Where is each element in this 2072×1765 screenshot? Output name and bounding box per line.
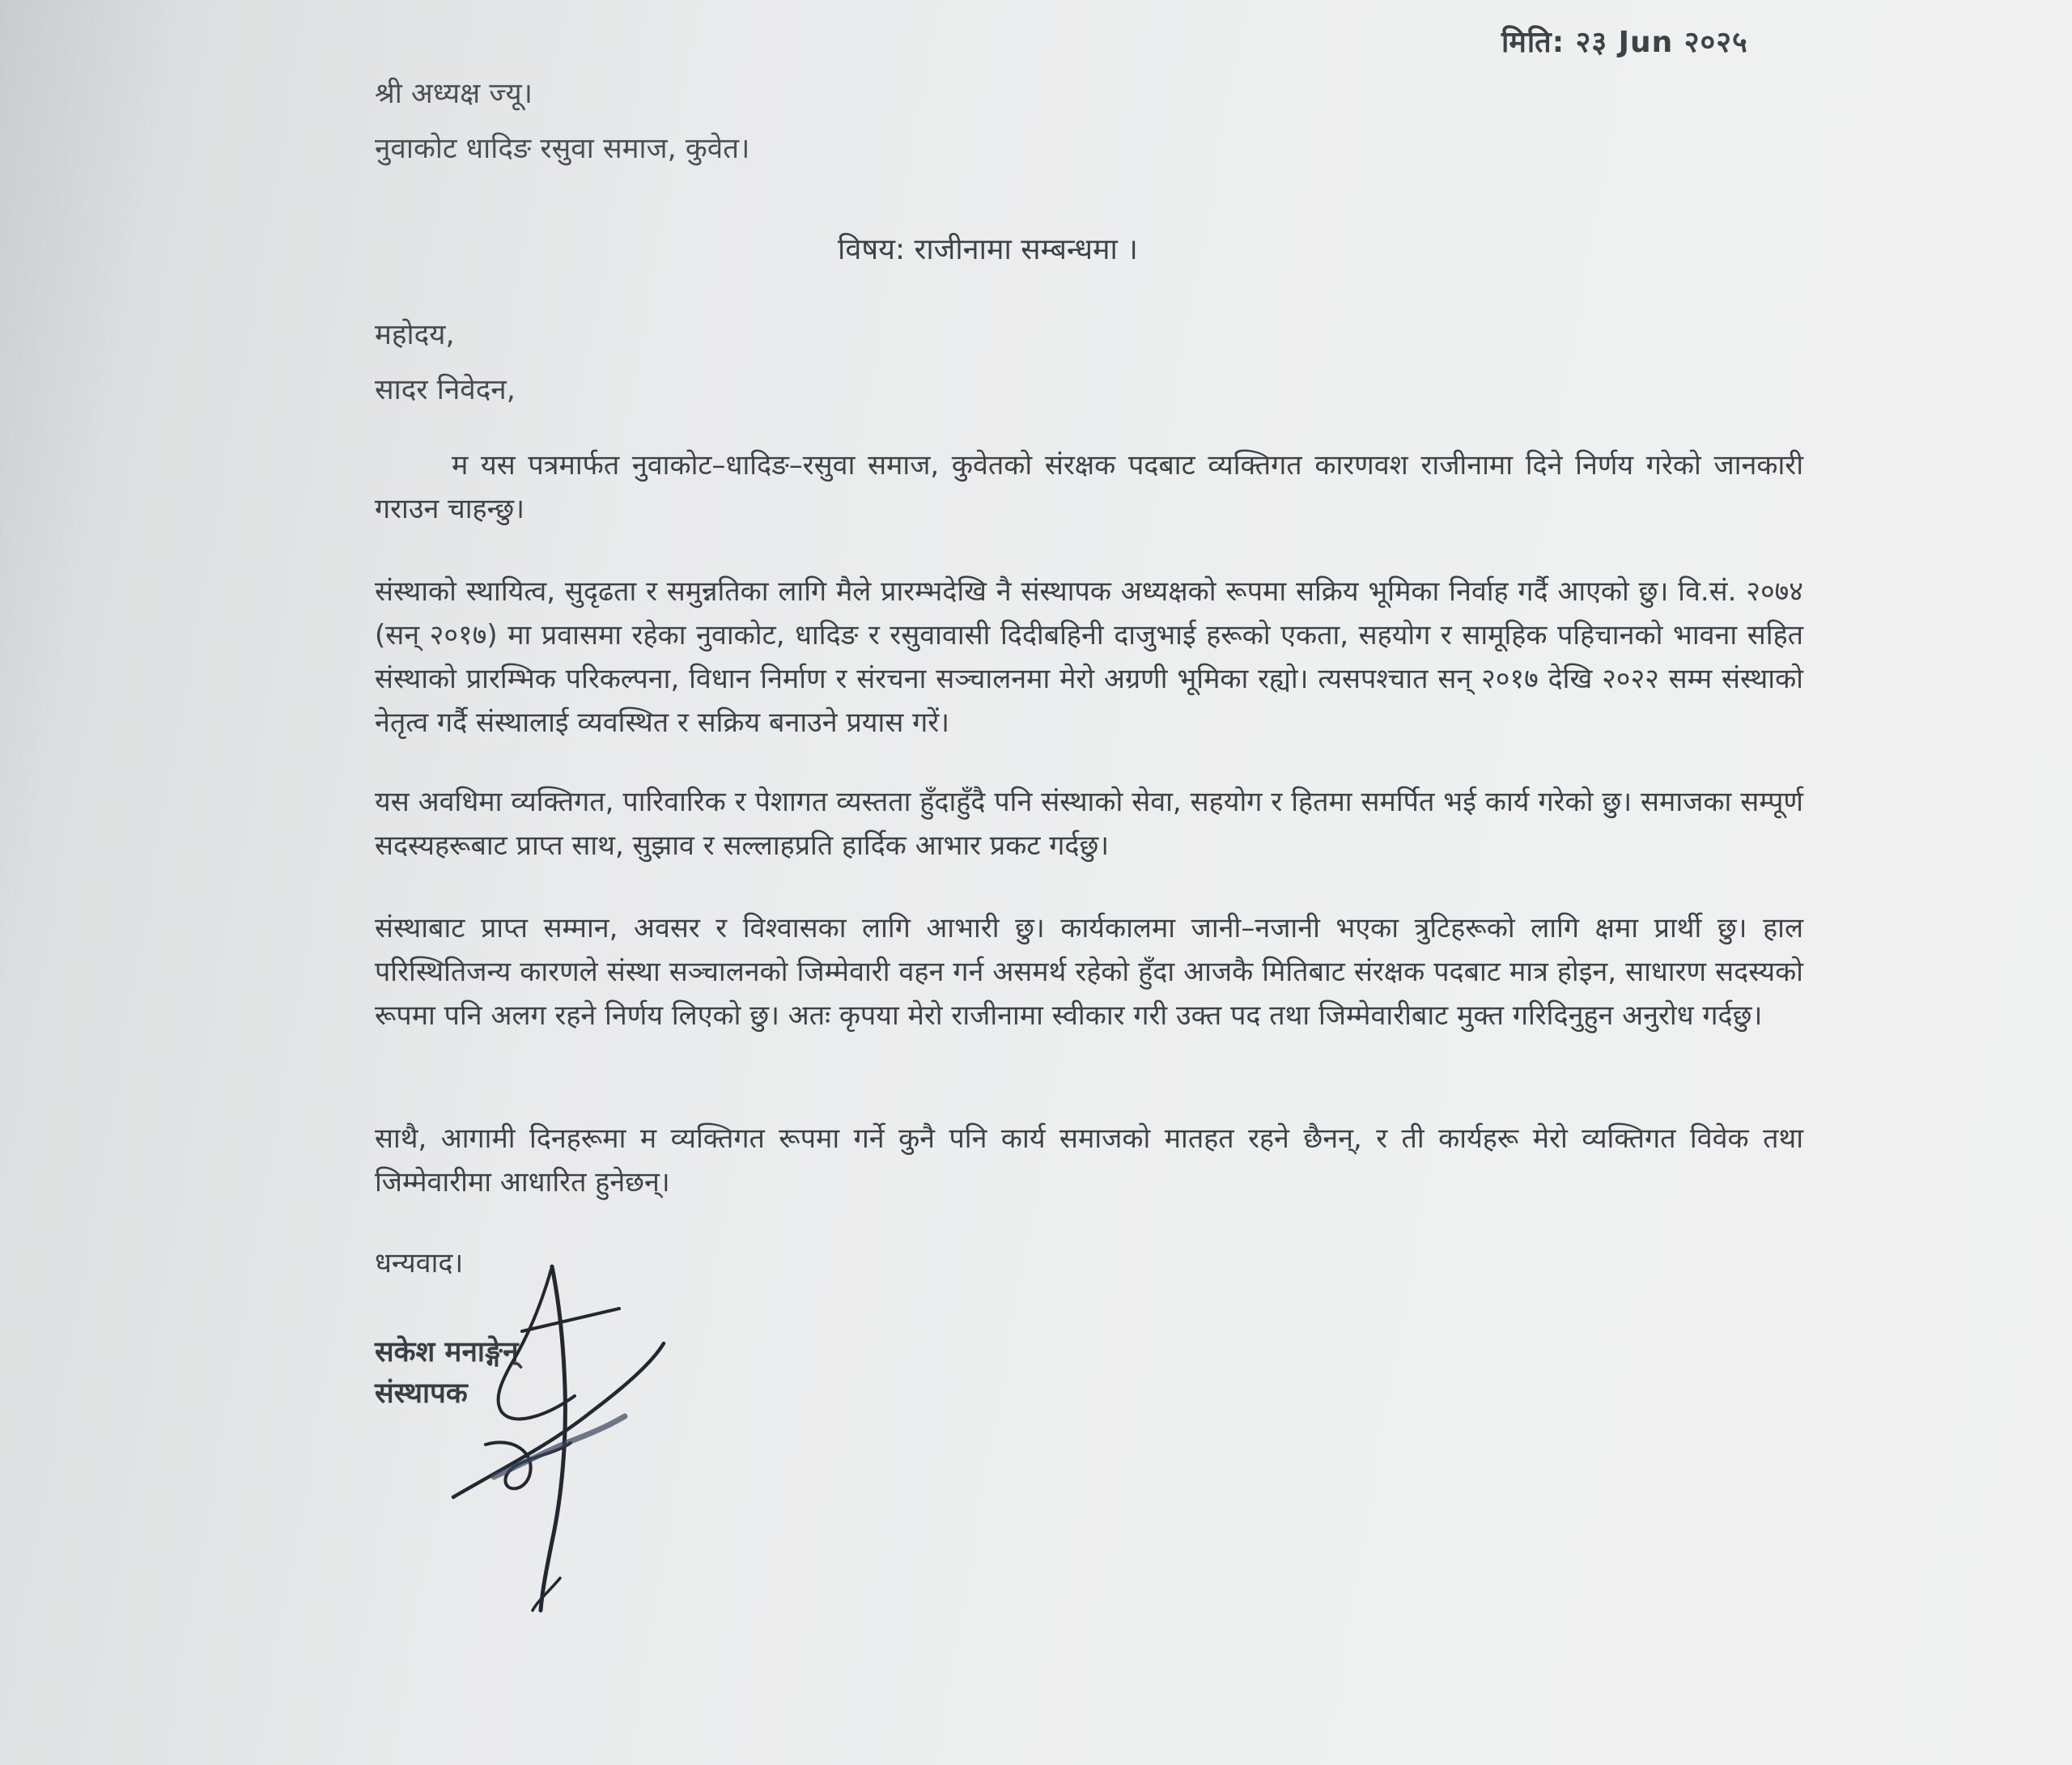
signer-name: सकेश मनाङ्गेन् xyxy=(375,1336,519,1368)
signature-stroke-blue xyxy=(494,1416,625,1477)
letter-date: मिति: २३ Jun २०२५ xyxy=(1501,26,1748,59)
letter-subject: विषय: राजीनामा सम्बन्धमा । xyxy=(838,233,1138,266)
closing-thanks: धन्यवाद। xyxy=(375,1247,464,1279)
salutation-request: सादर निवेदन, xyxy=(375,374,516,406)
recipient-block xyxy=(375,66,749,176)
recipient-title: श्री अध्यक्ष ज्यू। xyxy=(375,78,533,110)
salutation-greeting: महोदय, xyxy=(375,319,455,351)
signature-stroke-diagonal xyxy=(453,1343,664,1497)
signer-role: संस्थापक xyxy=(375,1377,468,1410)
body-paragraph-4: संस्थाबाट प्राप्त सम्मान, अवसर र विश्वासका लागि आभारी छु। कार्यकालमा जानी–नजानी भएका त्रुटिहरूको लागि क्षमा प्रार्थी छु। हाल परिस्थितिजन्य कारणले संस्था सञ्चालनको जिम्मेवारी वहन गर्न असमर्थ रहेको हुँदा आजकै मितिबाट संरक्षक पदबाट मात्र होइन, साधारण सदस्यको रूपमा पनि अलग रहने निर्णय लिएको छु। अतः कृपया मेरो राजीनामा स्वीकार गरी उक्त पद तथा जिम्मेवारीबाट मुक्त गरिदिनुहुन अनुरोध गर्दछु। xyxy=(375,912,1803,1032)
body-paragraph-5: साथै, आगामी दिनहरूमा म व्यक्तिगत रूपमा गर्ने कुनै पनि कार्य समाजको मातहत रहने छैनन्, र ती कार्यहरू मेरो व्यक्तिगत विवेक तथा जिम्मेवारीमा आधारित हुनेछन्। xyxy=(375,1122,1803,1199)
recipient-organization: नुवाकोट धादिङ रसुवा समाज, कुवेत। xyxy=(375,133,750,165)
body-paragraph-1: म यस पत्रमार्फत नुवाकोट–धादिङ–रसुवा समाज, कुवेतको संरक्षक पदबाट व्यक्तिगत कारणवश राजीनामा दिने निर्णय गरेको जानकारी गराउन चाहन्छु। xyxy=(375,449,1803,525)
handwritten-signature xyxy=(437,1250,696,1623)
body-paragraph-2: संस्थाको स्थायित्व, सुदृढता र समुन्नतिका लागि मैले प्रारम्भदेखि नै संस्थापक अध्यक्षको रूपमा सक्रिय भूमिका निर्वाह गर्दै आएको छु। वि.सं. २०७४ (सन् २०१७) मा प्रवासमा रहेका नुवाकोट, धादिङ र रसुवावासी दिदीबहिनी दाजुभाई हरूको एकता, सहयोग र सामूहिक पहिचानको भावना सहित संस्थाको प्रारम्भिक परिकल्पना, विधान निर्माण र संरचना सञ्चालनमा मेरो अग्रणी भूमिका रह्यो। त्यसपश्चात सन् २०१७ देखि २०२२ सम्म संस्थाको नेतृत्व गर्दै संस्थालाई व्यवस्थित र सक्रिय बनाउने प्रयास गरें। xyxy=(375,575,1803,739)
body-paragraph-3: यस अवधिमा व्यक्तिगत, पारिवारिक र पेशागत व्यस्तता हुँदाहुँदै पनि संस्थाको सेवा, सहयोग र हितमा समर्पित भई कार्य गरेको छु। समाजका सम्पूर्ण सदस्यहरूबाट प्राप्त साथ, सुझाव र सल्लाहप्रति हार्दिक आभार प्रकट गर्दछु। xyxy=(375,786,1803,862)
salutation-block xyxy=(375,308,516,418)
